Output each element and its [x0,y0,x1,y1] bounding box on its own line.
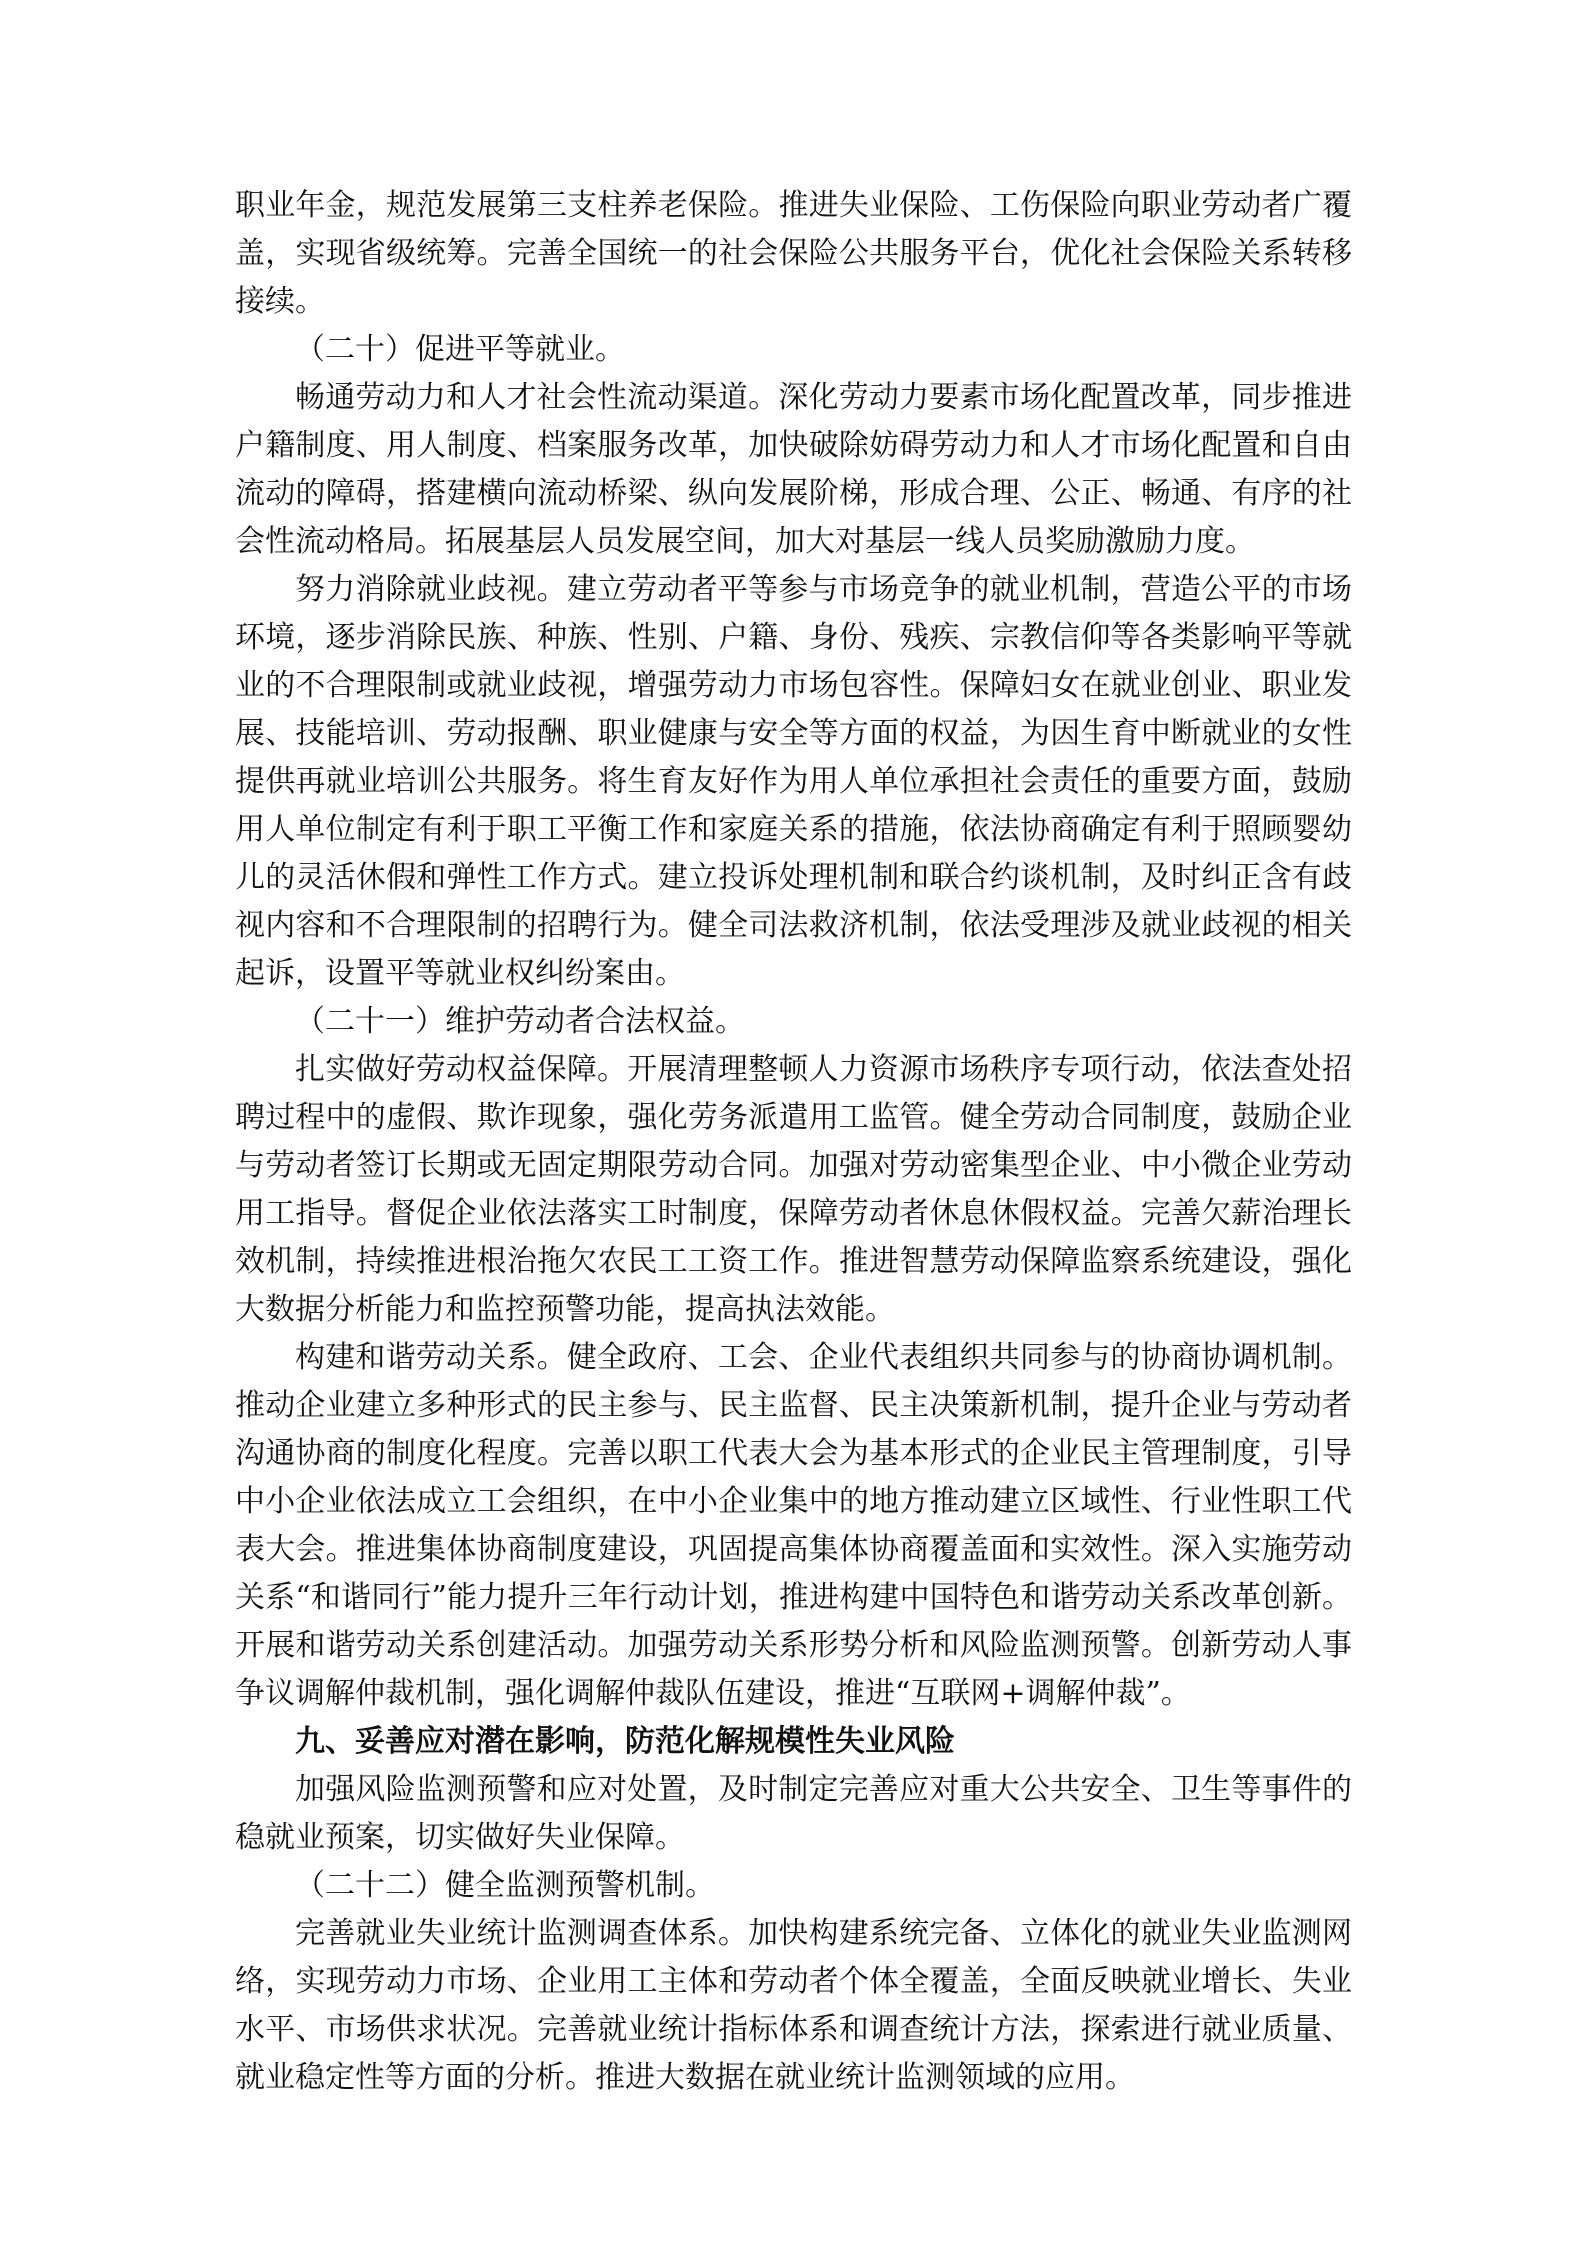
body-paragraph: 构建和谐劳动关系。健全政府、工会、企业代表组织共同参与的协商协调机制。推动企业建立多种形式的民主参与、民主监督、民主决策新机制，提升企业与劳动者沟通协商的制度化程度。完善以职工代表大会为基本形式的企业民主管理制度，引导中小企业依法成立工会组织，在中小企业集中的地方推动建立区域性、行业性职工代表大会。推进集体协商制度建设，巩固提高集体协商覆盖面和实效性。深入实施劳动关系“和谐同行”能力提升三年行动计划，推进构建中国特色和谐劳动关系改革创新。开展和谐劳动关系创建活动。加强劳动关系形势分析和风险监测预警。创新劳动人事争议调解仲裁机制，强化调解仲裁队伍建设，推进“互联网+调解仲裁”。 [235,1340,1352,1711]
subsection-title-22: （二十二）健全监测预警机制。 [295,1868,715,1903]
document-page [235,182,1352,2102]
body-paragraph: 努力消除就业歧视。建立劳动者平等参与市场竞争的就业机制，营造公平的市场环境，逐步消除民族、种族、性别、户籍、身份、残疾、宗教信仰等各类影响平等就业的不合理限制或就业歧视，增强劳动力市场包容性。保障妇女在就业创业、职业发展、技能培训、劳动报酬、职业健康与安全等方面的权益，为因生育中断就业的女性提供再就业培训公共服务。将生育友好作为用人单位承担社会责任的重要方面，鼓励用人单位制定有利于职工平衡工作和家庭关系的措施，依法协商确定有利于照顾婴幼儿的灵活休假和弹性工作方式。建立投诉处理机制和联合约谈机制，及时纠正含有歧视内容和不合理限制的招聘行为。健全司法救济机制，依法受理涉及就业歧视的相关起诉，设置平等就业权纠纷案由。 [235,572,1352,991]
subsection-title-20: （二十）促进平等就业。 [295,332,625,367]
section-heading-9: 九、妥善应对潜在影响，防范化解规模性失业风险 [295,1724,955,1759]
body-paragraph: 扎实做好劳动权益保障。开展清理整顿人力资源市场秩序专项行动，依法查处招聘过程中的虚假、欺诈现象，强化劳务派遣用工监管。健全劳动合同制度，鼓励企业与劳动者签订长期或无固定期限劳动合同。加强对劳动密集型企业、中小微企业劳动用工指导。督促企业依法落实工时制度，保障劳动者休息休假权益。完善欠薪治理长效机制，持续推进根治拖欠农民工工资工作。推进智慧劳动保障监察系统建设，强化大数据分析能力和监控预警功能，提高执法效能。 [235,1052,1352,1327]
subsection-title-21: （二十一）维护劳动者合法权益。 [295,1004,745,1039]
continued-paragraph: 职业年金，规范发展第三支柱养老保险。推进失业保险、工伤保险向职业劳动者广覆盖，实现省级统筹。完善全国统一的社会保险公共服务平台，优化社会保险关系转移接续。 [235,188,1352,319]
body-paragraph: 加强风险监测预警和应对处置，及时制定完善应对重大公共安全、卫生等事件的稳就业预案，切实做好失业保障。 [235,1772,1352,1855]
body-paragraph: 畅通劳动力和人才社会性流动渠道。深化劳动力要素市场化配置改革，同步推进户籍制度、用人制度、档案服务改革，加快破除妨碍劳动力和人才市场化配置和自由流动的障碍，搭建横向流动桥梁、纵向发展阶梯，形成合理、公正、畅通、有序的社会性流动格局。拓展基层人员发展空间，加大对基层一线人员奖励激励力度。 [235,380,1352,559]
body-paragraph: 完善就业失业统计监测调查体系。加快构建系统完备、立体化的就业失业监测网络，实现劳动力市场、企业用工主体和劳动者个体全覆盖，全面反映就业增长、失业水平、市场供求状况。完善就业统计指标体系和调查统计方法，探索进行就业质量、就业稳定性等方面的分析。推进大数据在就业统计监测领域的应用。 [235,1916,1352,2095]
